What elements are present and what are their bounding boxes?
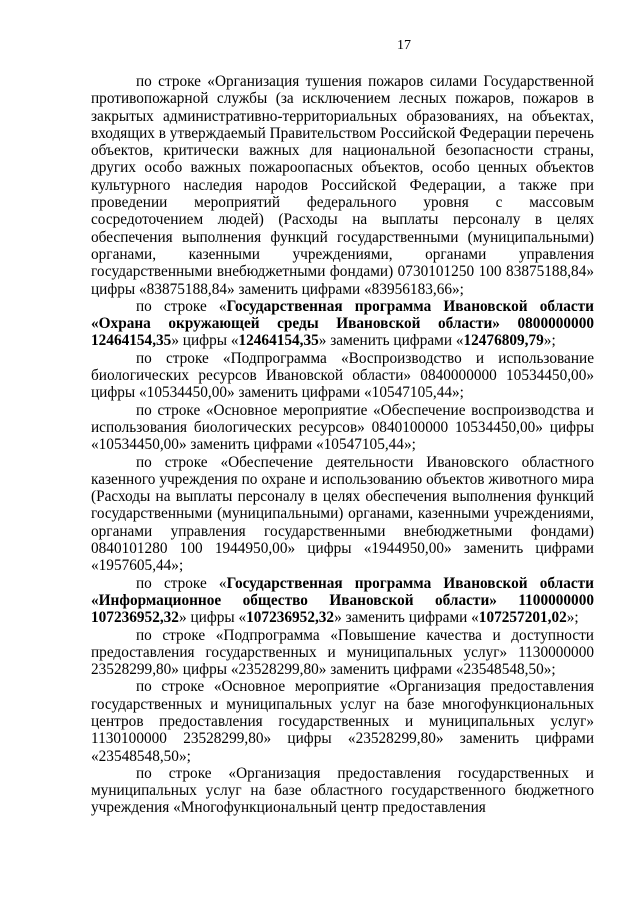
text-run: по строке «Подпрограмма «Воспроизводство и использование биологических ресурсов Ивановской области» 0840000000 10534450,00» цифры «10534450,00» заменить цифрами «10547105,44»; [91,349,594,402]
text-run: по строке «Основное мероприятие «Организация предоставления государственных и муниципальных услуг на базе многофункциональных центров предоставления государственных и муниципальных услуг» 1130100000 23528299,80» цифры «23528299,80» заменить цифрами «23548548,50»; [91,678,594,765]
text-run: по строке «Основное мероприятие «Обеспечение воспроизводства и использования биологических ресурсов» 0840100000 10534450,00» цифры «10534450,00» заменить цифрами «10547105,44»; [91,401,594,454]
text-run: по строке «Организация предоставления государственных и муниципальных услуг на базе областного государственного бюджетного учреждения «Многофункциональный центр предоставления [91,764,594,817]
text-run: »; [543,332,556,350]
text-run: » цифры « [171,332,239,350]
paragraph [91,765,594,817]
paragraph [91,402,594,454]
text-run: по строке «Организация тушения пожаров силами Государственной противопожарной службы (за исключением лесных пожаров, пожаров в закрытых административно-территориальных образованиях, на объектах, входящих в утверждаемый Правительством Российской Федерации перечень объектов, критически важных для национальной безопасности страны, других особо важных пожароопасных объектов, особо ценных объектов культурного наследия народов Российской Федерации, а также при проведении мероприятий федерального уровня с массовым сосредоточением людей) (Расходы на выплаты персоналу в целях обеспечения выполнения функций государственными (муниципальными) органами, казенными учреждениями, органами управления государственными внебюджетными фондами) 0730101250 100 83875188,84» цифры «83875188,84» заменить цифрами «83956183,66»; [91,73,594,298]
bold-text-run: Государственная программа Ивановской области «Информационное общество Ивановской области» 1100000000 107236952,32 [91,574,594,627]
text-run: » заменить цифрами « [334,609,479,627]
bold-text-run: 107236952,32 [246,609,335,627]
bold-text-run: Государственная программа Ивановской области «Охрана окружающей среды Ивановской области» 0800000000 12464154,35 [91,297,594,350]
document-body [91,73,594,817]
bold-text-run: 12464154,35 [238,332,319,350]
paragraph [91,350,594,402]
text-run: » цифры « [178,609,247,627]
paragraph [91,678,594,764]
page-number [0,38,640,54]
text-run: по строке «Подпрограмма «Повышение качества и доступности предоставления государственных и муниципальных услуг» 1130000000 23528299,80» цифры «23528299,80» заменить цифрами «23548548,50»; [91,626,594,679]
paragraph [91,298,594,350]
text-run: по строке « [136,297,227,315]
paragraph [91,73,594,298]
bold-text-run: 107257201,02 [478,609,567,627]
text-run: по строке « [136,574,227,592]
paragraph [91,454,594,575]
text-run: по строке «Обеспечение деятельности Ивановского областного казенного учреждения по охране и использованию объектов животного мира (Расходы на выплаты персоналу в целях обеспечения выполнения функций государственными (муниципальными) органами, казенными учреждениями, органами управления государственными внебюджетными фондами) 0840101280 100 1944950,00» цифры «1944950,00» заменить цифрами «1957605,44»; [91,453,594,575]
text-run: » заменить цифрами « [318,332,464,350]
page-number-text: 17 [397,38,411,53]
bold-text-run: 12476809,79 [463,332,544,350]
paragraph [91,575,594,627]
text-run: »; [566,609,579,627]
paragraph [91,627,594,679]
